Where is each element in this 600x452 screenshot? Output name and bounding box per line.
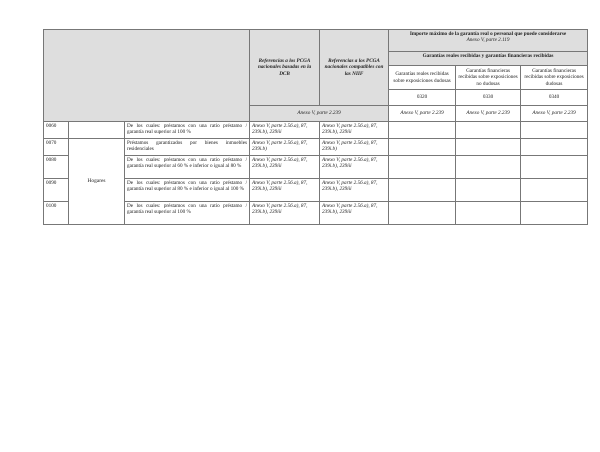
- value-cell[interactable]: [521, 202, 588, 225]
- row-label: De los cuales: préstamos con una ratio préstamo / garantía real superior al 60 % e inferior o igual al 80 %: [125, 156, 250, 179]
- value-cell[interactable]: [389, 179, 456, 202]
- row-code: 0080: [44, 156, 69, 179]
- row-ref-niif: Anexo V, parte 2.56.a), 87, 239i.b), 239iii: [320, 122, 389, 139]
- column-annex-0330: Anexo V, parte 2.239: [456, 106, 521, 122]
- header-blank: [44, 30, 250, 122]
- value-cell[interactable]: [456, 139, 521, 156]
- group-cell-empty: [69, 122, 125, 139]
- row-code: 0100: [44, 202, 69, 225]
- header-ref-gaap: Referencias a los PCGA nacionales basadas en la DCB: [250, 30, 320, 106]
- row-ref-gaap: Anexo V, parte 2.56.a), 87, 239i.b), 239iii: [250, 156, 320, 179]
- row-label: Préstamos garantizados por bienes inmuebles residenciales: [125, 139, 250, 156]
- value-cell[interactable]: [389, 156, 456, 179]
- column-code-0340: 0340: [521, 90, 588, 106]
- column-code-0330: 0330: [456, 90, 521, 106]
- row-ref-gaap: Anexo V, parte 2.56.a), 87, 239i.b), 239iii: [250, 202, 320, 225]
- row-code: 0090: [44, 179, 69, 202]
- value-cell[interactable]: [521, 139, 588, 156]
- value-cell[interactable]: [389, 139, 456, 156]
- row-code: 0070: [44, 139, 69, 156]
- header-max-collateral-annex: Anexo V, parte 2.119: [466, 37, 510, 44]
- row-label: De los cuales: préstamos con una ratio préstamo / garantía real superior al 80 % e inferior o igual al 100 %: [125, 179, 250, 202]
- column-label-0320: Garantías reales recibidas sobre exposiciones dudosas: [389, 66, 456, 90]
- value-cell[interactable]: [456, 202, 521, 225]
- value-cell[interactable]: [521, 179, 588, 202]
- header-ref-annex: Anexo V, parte 2.239: [250, 106, 389, 122]
- value-cell[interactable]: [389, 202, 456, 225]
- row-ref-niif: Anexo V, parte 2.56.a), 87, 239i.b), 239iii: [320, 179, 389, 202]
- row-ref-niif: Anexo V, parte 2.56.a), 87, 239i.b), 239iii: [320, 156, 389, 179]
- header-collateral-received: Garantías reales recibidas y garantías financieras recibidas: [389, 52, 588, 66]
- value-cell[interactable]: [456, 122, 521, 139]
- row-label: De los cuales: préstamos con una ratio préstamo / garantía real superior al 100 %: [125, 122, 250, 139]
- row-ref-gaap: Anexo V, parte 2.56.a), 87, 239i.b), 239iii: [250, 179, 320, 202]
- column-label-0330: Garantías financieras recibidas sobre exposiciones no dudosas: [456, 66, 521, 90]
- row-ref-niif: Anexo V, parte 2.56.a), 87, 239i.b): [320, 139, 389, 156]
- row-code: 0060: [44, 122, 69, 139]
- column-label-0340: Garantías financieras recibidas sobre exposiciones dudosas: [521, 66, 588, 90]
- header-max-collateral: [389, 30, 588, 52]
- column-code-0320: 0320: [389, 90, 456, 106]
- table-row: [44, 202, 588, 225]
- column-annex-0340: Anexo V, parte 2.239: [521, 106, 588, 122]
- value-cell[interactable]: [456, 156, 521, 179]
- value-cell[interactable]: [456, 179, 521, 202]
- row-label: De los cuales: préstamos con una ratio préstamo / garantía real superior al 100 %: [125, 202, 250, 225]
- table-row: [44, 156, 588, 179]
- collateral-table: [43, 29, 588, 225]
- table-row: [44, 122, 588, 139]
- group-label: Hogares: [69, 139, 125, 225]
- header-ref-niif: Referencias a los PCGA nacionales compatibles con las NIIF: [320, 30, 389, 106]
- column-annex-0320: Anexo V, parte 2.239: [389, 106, 456, 122]
- report-sheet: [43, 29, 587, 225]
- table-row: [44, 179, 588, 202]
- row-ref-gaap: Anexo V, parte 2.56.a), 87, 239i.b), 239iii: [250, 122, 320, 139]
- value-cell[interactable]: [389, 122, 456, 139]
- row-ref-niif: Anexo V, parte 2.56.a), 87, 239i.b), 239iii: [320, 202, 389, 225]
- row-ref-gaap: Anexo V, parte 2.56.a), 87, 239i.b): [250, 139, 320, 156]
- value-cell[interactable]: [521, 122, 588, 139]
- table-row: [44, 139, 588, 156]
- value-cell[interactable]: [521, 156, 588, 179]
- header-max-collateral-title: Importe máximo de la garantía real o personal que puede considerarse: [409, 31, 567, 37]
